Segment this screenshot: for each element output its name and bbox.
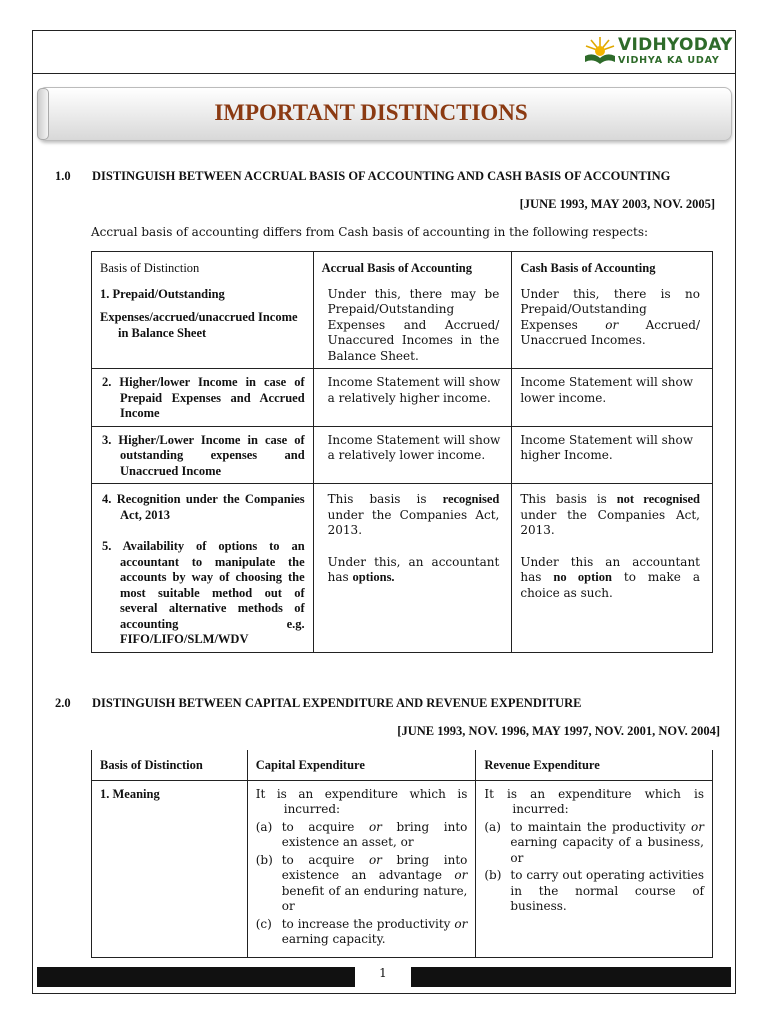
capital-vs-revenue-table [91,750,713,958]
footer-bar-right [411,967,731,987]
accrual-vs-cash-table [91,251,713,653]
list-item: (b) to carry out operating activities in the normal course of business. [484,868,704,913]
table-row [92,750,713,780]
basis-label: 5. Availability of options to an accountant to manipulate the accounts by way of choosing the most suitable method out of several alternative methods of accounting e.g. FIFO/LIFO/SLM/WDV [102,539,305,646]
table-cell [476,750,713,780]
section-1-heading: DISTINGUISH BETWEEN ACCRUAL BASIS OF ACCOUNTING AND CASH BASIS OF ACCOUNTING [92,169,671,183]
section-1-exams: [JUNE 1993, MAY 2003, NOV. 2005] [519,197,715,211]
revenue-intro: It is an expenditure which is incurred: [484,786,704,816]
table-cell [92,369,314,427]
basis-label: 4. Recognition under the Companies Act, 2013 [102,492,305,522]
section-1-number: 1.0 [55,169,71,183]
column-header: Revenue Expenditure [484,758,600,772]
accrual-text: Under this, an accountant has options. [327,554,500,584]
table-cell [313,426,512,484]
table-cell [512,426,713,484]
table-cell [92,750,248,780]
cash-text: This basis is not recognised under the Companies Act, 2013. [520,492,700,537]
column-header: Cash Basis of Accounting [520,261,656,275]
table-cell [476,780,713,957]
table-cell [512,252,713,369]
column-header: Basis of Distinction [100,758,203,772]
table-cell [92,780,248,957]
sun-book-icon [582,34,618,68]
table-row [92,484,713,653]
page-number: 1 [379,966,387,980]
capital-intro: It is an expenditure which is incurred: [255,786,468,816]
accrual-text: This basis is recognised under the Companies Act, 2013. [327,492,500,537]
page-title: IMPORTANT DISTINCTIONS [214,100,528,125]
list-item: (b) to acquire or bring into existence an advantage or benefit of an enduring nature, or [255,852,468,913]
table-cell [92,426,314,484]
section-1-intro: Accrual basis of accounting differs from Cash basis of accounting in the following respects: [91,225,649,239]
list-item: (c) to increase the productivity or earning capacity. [255,916,468,946]
table-cell [313,369,512,427]
basis-label: Expenses/accrued/unaccrued Income in Balance Sheet [100,310,298,340]
brand-name: VIDHYODAY [618,35,733,55]
cash-text: Income Statement will show lower income. [520,375,694,405]
table-row [92,252,713,369]
column-header: Basis of Distinction [100,261,200,275]
table-cell [313,252,512,369]
accrual-text: Income Statement will show a relatively higher income. [327,375,501,405]
table-row [92,780,713,957]
section-2-exams: [JUNE 1993, NOV. 1996, MAY 1997, NOV. 2001, NOV. 2004] [397,724,720,738]
column-header: Accrual Basis of Accounting [321,261,473,275]
header-divider [32,73,736,74]
title-banner [38,87,732,141]
table-cell [313,484,512,653]
column-header: Capital Expenditure [255,758,365,772]
table-cell [512,369,713,427]
section-2-heading: DISTINGUISH BETWEEN CAPITAL EXPENDITURE AND REVENUE EXPENDITURE [92,696,582,710]
list-item: (a) to maintain the productivity or earning capacity of a business, or [484,819,704,865]
footer-bar-left [37,967,355,987]
table-cell [247,750,476,780]
table-cell [247,780,476,957]
cash-text: Under this an accountant has no option to make a choice as such. [520,554,700,600]
cash-text: Under this, there is no Prepaid/Outstanding Expenses or Accrued/ Unaccrued Incomes. [520,286,700,347]
basis-label: 3. Higher/Lower Income in case of outstanding expenses and Unaccrued Income [102,432,305,478]
table-cell [92,252,314,369]
table-cell [92,484,314,653]
table-row [92,426,713,484]
cash-text: Income Statement will show higher Income. [520,432,694,462]
brand-tagline: VIDHYA KA UDAY [618,55,720,66]
section-2-number: 2.0 [55,696,71,710]
table-row [92,369,713,427]
basis-label: 2. Higher/lower Income in case of Prepaid Expenses and Accrued Income [102,375,305,420]
basis-label: 1. Meaning [100,786,160,801]
accrual-text: Under this, there may be Prepaid/Outstanding Expenses and Accrued/ Unaccured Incomes in the Balance Sheet. [327,286,500,363]
list-item: (a) to acquire or bring into existence an asset, or [255,819,468,849]
table-cell [512,484,713,653]
brand-logo [582,34,732,70]
accrual-text: Income Statement will show a relatively lower income. [327,432,501,462]
basis-label: 1. Prepaid/Outstanding [100,286,225,301]
